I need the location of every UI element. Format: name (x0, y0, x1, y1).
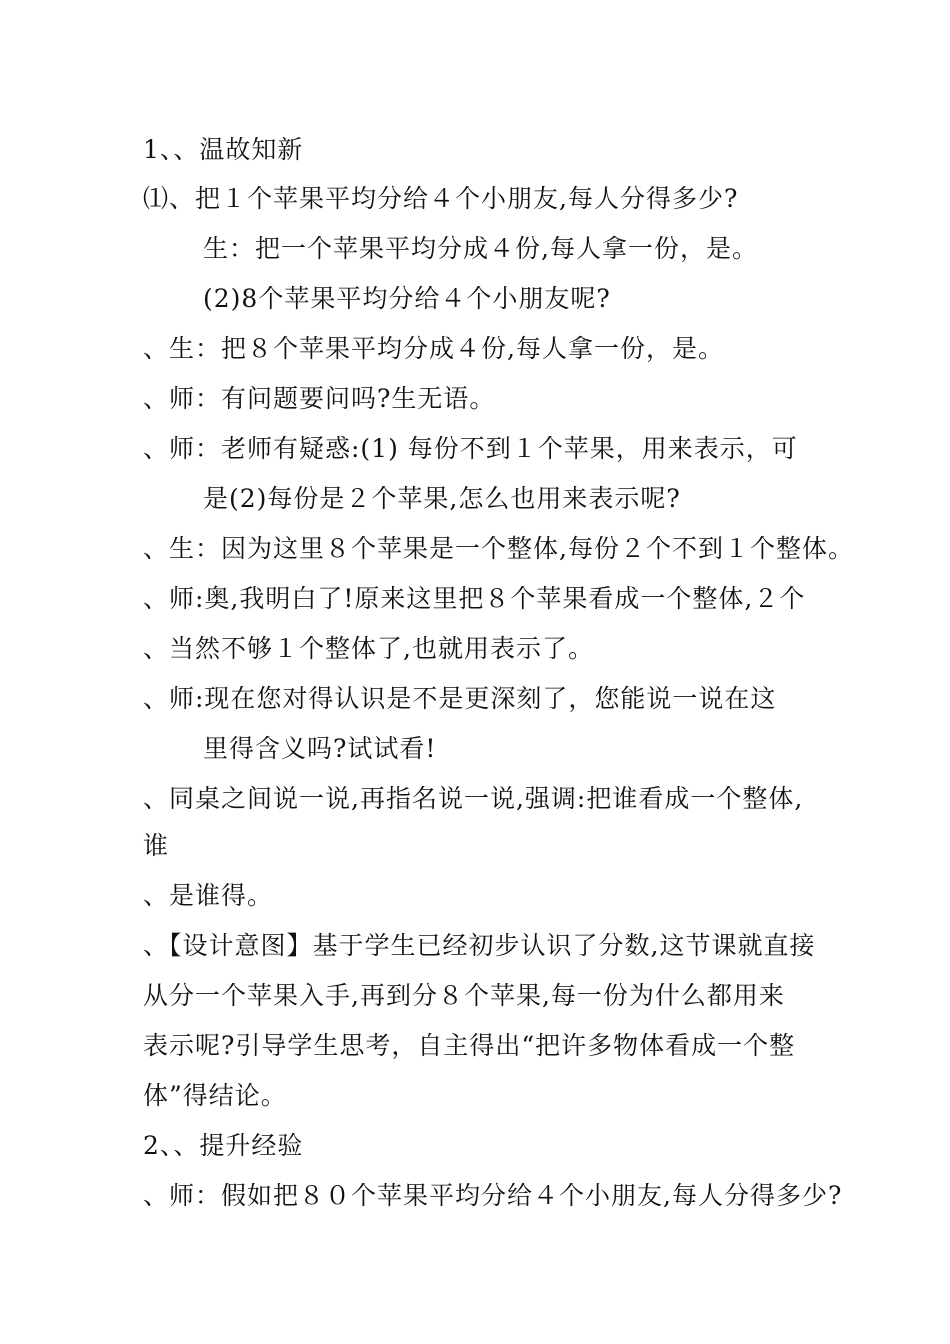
design-intent-2: 从分一个苹果入手,再到分８个苹果,每一份为什么都用来 (143, 981, 785, 1010)
student-answer-2: 、生：把８个苹果平均分成４份,每人拿一份，是。 (143, 334, 724, 363)
teacher-line-4-cont: 里得含义吗?试试看! (203, 734, 437, 763)
question-2: (2)8个苹果平均分给４个小朋友呢? (203, 284, 611, 313)
activity-line-cont-2: 、是谁得。 (143, 881, 274, 910)
teacher-line-3: 、师:奥,我明白了!原来这里把８个苹果看成一个整体,２个 (143, 584, 806, 613)
student-answer-1: 生：把一个苹果平均分成４份,每人拿一份，是。 (203, 234, 758, 263)
teacher-line-1: 、师：有问题要问吗?生无语。 (143, 384, 496, 413)
teacher-line-2: 、师：老师有疑惑:(1) 每份不到１个苹果，用来表示，可 (143, 434, 798, 463)
design-intent-3: 表示呢?引导学生思考，自主得出“把许多物体看成一个整 (143, 1031, 796, 1060)
section-heading-2: 2、、提升经验 (143, 1131, 304, 1160)
teacher-line-2-cont: 是(2)每份是２个苹果,怎么也用来表示呢? (203, 484, 681, 513)
teacher-line-4: 、师:现在您对得认识是不是更深刻了，您能说一说在这 (143, 684, 777, 713)
question-1: ⑴、把１个苹果平均分给４个小朋友,每人分得多少? (143, 184, 739, 213)
activity-line: 、同桌之间说一说,再指名说一说,强调:把谁看成一个整体, (143, 784, 804, 813)
activity-line-cont-1: 谁 (143, 831, 170, 860)
teacher-line-5: 、师：假如把８０个苹果平均分给４个小朋友,每人分得多少? (143, 1181, 843, 1210)
teacher-line-3-cont: 、当然不够１个整体了,也就用表示了。 (143, 634, 594, 663)
section-heading-1: 1、、温故知新 (143, 135, 304, 164)
design-intent-4: 体”得结论。 (143, 1081, 287, 1110)
student-answer-3: 、生：因为这里８个苹果是一个整体,每份２个不到１个整体。 (143, 534, 854, 563)
design-intent-1: 、【设计意图】基于学生已经初步认识了分数,这节课就直接 (143, 931, 816, 960)
